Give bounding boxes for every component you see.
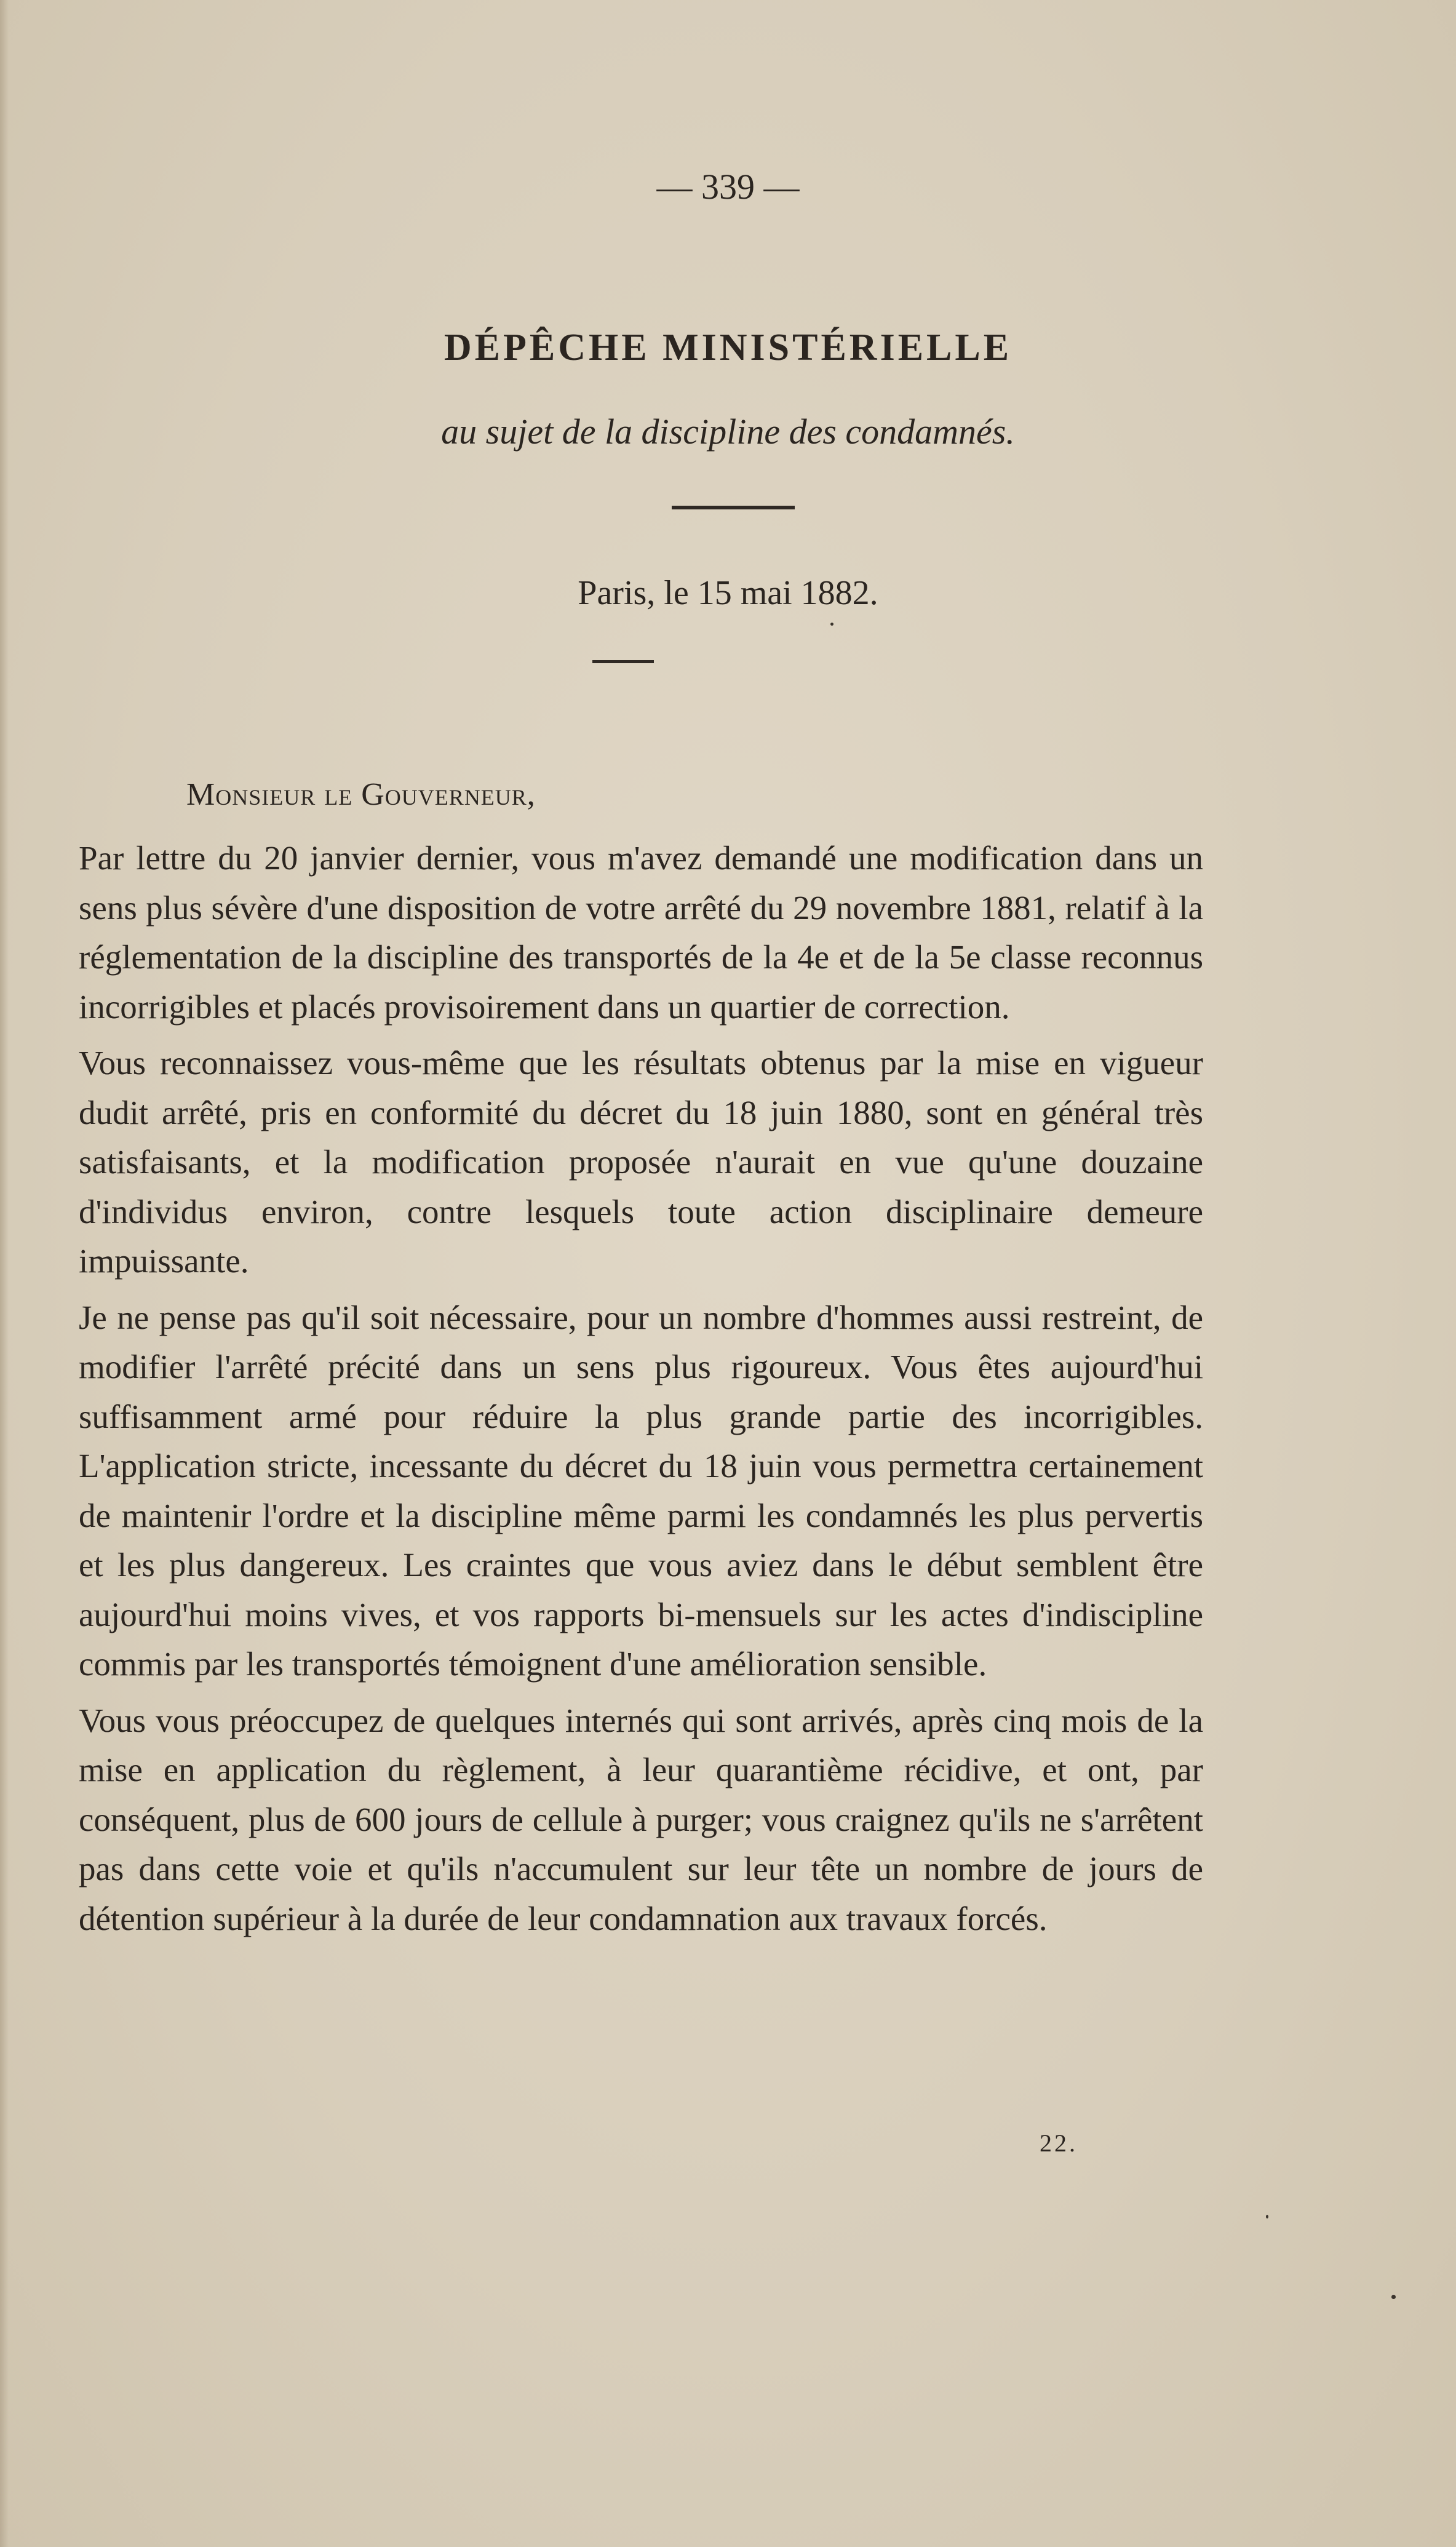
paper-speck: [830, 623, 833, 626]
paragraph-1: Par lettre du 20 janvier dernier, vous m'avez demandé une modification dans un sens plus sévère d'une disposition de votre arrêté du 29 novembre 1881, relatif à la réglementation de la discipline des transportés de la 4e et de la 5e classe reconnus incorrigibles et placés provisoirement dans un quartier de correction.: [79, 839, 1203, 1026]
document-subtitle: au sujet de la discipline des condamnés.: [441, 412, 1015, 452]
paragraph-4: Vous vous préoccupez de quelques internés qui sont arrivés, après cinq mois de la mise en application du règlement, à leur quarantième récidive, et ont, par conséquent, plus de 600 jours de cellule à purger; vous craignez qu'ils ne s'arrêtent pas dans cette voie et qu'ils n'accumulent sur leur tête un nombre de jours de détention supérieur à la durée de leur condamnation aux travaux forcés.: [79, 1701, 1203, 1937]
paragraph-3: Je ne pense pas qu'il soit nécessaire, pour un nombre d'hommes aussi restreint, de modifier l'arrêté précité dans un sens plus rigoureux. Vous êtes aujourd'hui suffisamment armé pour réduire la plus grande partie des incorrigibles. L'application stricte, incessante du décret du 18 juin vous permettra certainement de maintenir l'ordre et la discipline même parmi les condamnés les plus pervertis et les plus dangereux. Les craintes que vous aviez dans le début semblent être aujourd'hui moins vives, et vos rapports bi-mensuels sur les actes d'indiscipline commis par les transportés témoignent d'une amélioration sensible.: [79, 1298, 1203, 1683]
salutation: Monsieur le Gouverneur,: [186, 777, 536, 812]
page-number: — 339 —: [656, 167, 800, 207]
title-separator-rule: [672, 506, 795, 509]
date-line: Paris, le 15 mai 1882.: [578, 574, 878, 612]
paragraph-2: Vous reconnaissez vous-même que les résultats obtenus par la mise en vigueur dudit arrêté, pris en conformité du décret du 18 juin 1880, sont en général très satisfaisants, et la modification proposée n'aurait en vue qu'une douzaine d'individus environ, contre lesquels toute action disciplinaire demeure impuissante.: [79, 1044, 1203, 1280]
page-edge-shadow: [0, 0, 9, 2547]
paper-speck: [1391, 2295, 1396, 2299]
signature-mark: 22.: [1040, 2129, 1078, 2157]
letter-body: [79, 834, 1203, 1950]
document-title: DÉPÊCHE MINISTÉRIELLE: [444, 327, 1012, 369]
date-separator-rule: [592, 660, 654, 663]
paper-speck: [1266, 2215, 1268, 2218]
